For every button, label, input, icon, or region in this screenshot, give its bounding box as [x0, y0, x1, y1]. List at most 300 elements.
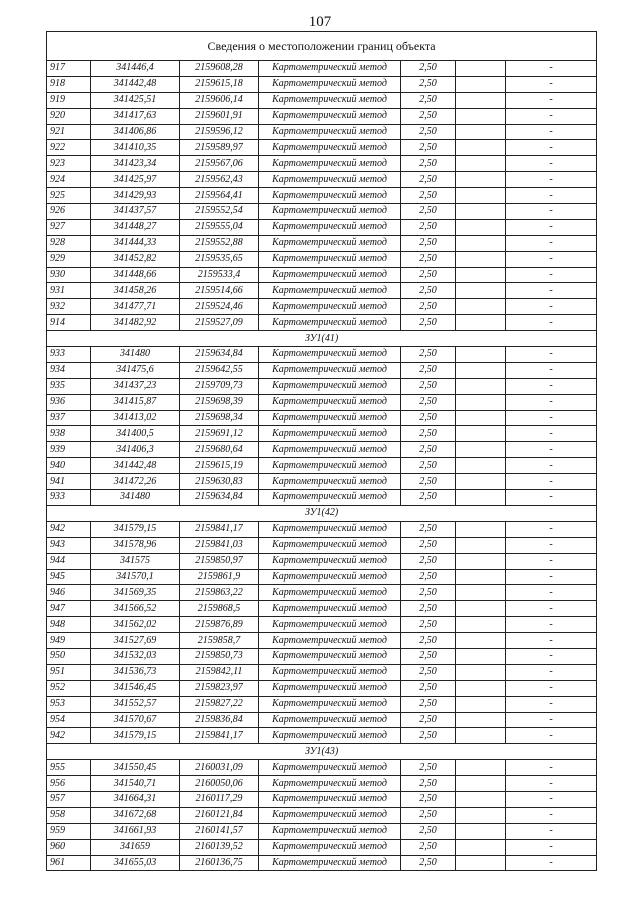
note-cell [456, 839, 506, 855]
x-coordinate-cell: 341661,93 [91, 823, 180, 839]
description-cell: - [506, 283, 597, 299]
table-row [47, 410, 597, 426]
accuracy-cell: 2,50 [401, 807, 456, 823]
x-coordinate-cell: 341442,48 [91, 458, 180, 474]
y-coordinate-cell: 2159841,17 [180, 521, 259, 537]
accuracy-cell: 2,50 [401, 537, 456, 553]
point-number-cell: 929 [47, 251, 91, 267]
accuracy-cell: 2,50 [401, 760, 456, 776]
y-coordinate-cell: 2160141,57 [180, 823, 259, 839]
x-coordinate-cell: 341437,23 [91, 378, 180, 394]
description-cell: - [506, 490, 597, 506]
accuracy-cell: 2,50 [401, 108, 456, 124]
x-coordinate-cell: 341562,02 [91, 617, 180, 633]
section-row [47, 331, 597, 347]
accuracy-cell: 2,50 [401, 680, 456, 696]
table-row [47, 299, 597, 315]
x-coordinate-cell: 341579,15 [91, 728, 180, 744]
method-cell: Картометрический метод [259, 299, 401, 315]
note-cell [456, 537, 506, 553]
point-number-cell: 947 [47, 601, 91, 617]
method-cell: Картометрический метод [259, 474, 401, 490]
y-coordinate-cell: 2159827,22 [180, 696, 259, 712]
y-coordinate-cell: 2159615,19 [180, 458, 259, 474]
note-cell [456, 315, 506, 331]
method-cell: Картометрический метод [259, 712, 401, 728]
y-coordinate-cell: 2159555,04 [180, 219, 259, 235]
point-number-cell: 928 [47, 235, 91, 251]
note-cell [456, 617, 506, 633]
table-row [47, 76, 597, 92]
y-coordinate-cell: 2159596,12 [180, 124, 259, 140]
y-coordinate-cell: 2159533,4 [180, 267, 259, 283]
description-cell: - [506, 617, 597, 633]
description-cell: - [506, 776, 597, 792]
note-cell [456, 140, 506, 156]
method-cell: Картометрический метод [259, 823, 401, 839]
description-cell: - [506, 235, 597, 251]
description-cell: - [506, 92, 597, 108]
x-coordinate-cell: 341482,92 [91, 315, 180, 331]
description-cell: - [506, 807, 597, 823]
method-cell: Картометрический метод [259, 156, 401, 172]
section-label: ЗУ1(43) [47, 744, 597, 760]
point-number-cell: 934 [47, 362, 91, 378]
table-row [47, 664, 597, 680]
table-row [47, 855, 597, 871]
description-cell: - [506, 76, 597, 92]
table-row [47, 394, 597, 410]
accuracy-cell: 2,50 [401, 712, 456, 728]
table-row [47, 251, 597, 267]
accuracy-cell: 2,50 [401, 601, 456, 617]
y-coordinate-cell: 2159709,73 [180, 378, 259, 394]
method-cell: Картометрический метод [259, 283, 401, 299]
method-cell: Картометрический метод [259, 776, 401, 792]
table-row [47, 617, 597, 633]
description-cell: - [506, 124, 597, 140]
accuracy-cell: 2,50 [401, 617, 456, 633]
point-number-cell: 944 [47, 553, 91, 569]
table-row [47, 442, 597, 458]
table-title-row [47, 32, 597, 61]
point-number-cell: 948 [47, 617, 91, 633]
method-cell: Картометрический метод [259, 728, 401, 744]
method-cell: Картометрический метод [259, 124, 401, 140]
table-row [47, 807, 597, 823]
point-number-cell: 937 [47, 410, 91, 426]
note-cell [456, 680, 506, 696]
note-cell [456, 235, 506, 251]
table-row [47, 235, 597, 251]
table-row [47, 521, 597, 537]
table-row [47, 347, 597, 363]
x-coordinate-cell: 341540,71 [91, 776, 180, 792]
point-number-cell: 914 [47, 315, 91, 331]
accuracy-cell: 2,50 [401, 315, 456, 331]
note-cell [456, 219, 506, 235]
point-number-cell: 957 [47, 791, 91, 807]
method-cell: Картометрический метод [259, 347, 401, 363]
accuracy-cell: 2,50 [401, 839, 456, 855]
table-row [47, 204, 597, 220]
description-cell: - [506, 728, 597, 744]
point-number-cell: 920 [47, 108, 91, 124]
description-cell: - [506, 61, 597, 77]
note-cell [456, 474, 506, 490]
note-cell [456, 569, 506, 585]
method-cell: Картометрический метод [259, 855, 401, 871]
table-row [47, 362, 597, 378]
method-cell: Картометрический метод [259, 140, 401, 156]
y-coordinate-cell: 2159567,06 [180, 156, 259, 172]
accuracy-cell: 2,50 [401, 219, 456, 235]
description-cell: - [506, 537, 597, 553]
description-cell: - [506, 823, 597, 839]
accuracy-cell: 2,50 [401, 283, 456, 299]
x-coordinate-cell: 341413,02 [91, 410, 180, 426]
y-coordinate-cell: 2159634,84 [180, 490, 259, 506]
y-coordinate-cell: 2159527,09 [180, 315, 259, 331]
x-coordinate-cell: 341578,96 [91, 537, 180, 553]
method-cell: Картометрический метод [259, 633, 401, 649]
accuracy-cell: 2,50 [401, 251, 456, 267]
table-row [47, 823, 597, 839]
method-cell: Картометрический метод [259, 585, 401, 601]
method-cell: Картометрический метод [259, 537, 401, 553]
note-cell [456, 426, 506, 442]
x-coordinate-cell: 341527,69 [91, 633, 180, 649]
point-number-cell: 923 [47, 156, 91, 172]
point-number-cell: 949 [47, 633, 91, 649]
point-number-cell: 925 [47, 188, 91, 204]
y-coordinate-cell: 2159606,14 [180, 92, 259, 108]
accuracy-cell: 2,50 [401, 362, 456, 378]
method-cell: Картометрический метод [259, 76, 401, 92]
x-coordinate-cell: 341659 [91, 839, 180, 855]
x-coordinate-cell: 341536,73 [91, 664, 180, 680]
method-cell: Картометрический метод [259, 204, 401, 220]
accuracy-cell: 2,50 [401, 823, 456, 839]
y-coordinate-cell: 2159524,46 [180, 299, 259, 315]
x-coordinate-cell: 341410,35 [91, 140, 180, 156]
method-cell: Картометрический метод [259, 458, 401, 474]
y-coordinate-cell: 2159634,84 [180, 347, 259, 363]
x-coordinate-cell: 341472,26 [91, 474, 180, 490]
method-cell: Картометрический метод [259, 521, 401, 537]
description-cell: - [506, 156, 597, 172]
description-cell: - [506, 172, 597, 188]
table-row [47, 537, 597, 553]
section-label: ЗУ1(41) [47, 331, 597, 347]
point-number-cell: 961 [47, 855, 91, 871]
point-number-cell: 924 [47, 172, 91, 188]
note-cell [456, 267, 506, 283]
x-coordinate-cell: 341406,86 [91, 124, 180, 140]
note-cell [456, 394, 506, 410]
note-cell [456, 410, 506, 426]
x-coordinate-cell: 341480 [91, 490, 180, 506]
method-cell: Картометрический метод [259, 172, 401, 188]
table-row [47, 283, 597, 299]
description-cell: - [506, 585, 597, 601]
description-cell: - [506, 251, 597, 267]
table-row [47, 108, 597, 124]
accuracy-cell: 2,50 [401, 188, 456, 204]
table-title: Сведения о местоположении границ объекта [47, 32, 597, 61]
method-cell: Картометрический метод [259, 839, 401, 855]
method-cell: Картометрический метод [259, 807, 401, 823]
table-row [47, 172, 597, 188]
table-row [47, 648, 597, 664]
note-cell [456, 585, 506, 601]
method-cell: Картометрический метод [259, 490, 401, 506]
accuracy-cell: 2,50 [401, 124, 456, 140]
method-cell: Картометрический метод [259, 378, 401, 394]
table-row [47, 156, 597, 172]
y-coordinate-cell: 2159850,97 [180, 553, 259, 569]
point-number-cell: 931 [47, 283, 91, 299]
description-cell: - [506, 553, 597, 569]
table-row [47, 760, 597, 776]
x-coordinate-cell: 341575 [91, 553, 180, 569]
note-cell [456, 172, 506, 188]
accuracy-cell: 2,50 [401, 791, 456, 807]
x-coordinate-cell: 341552,57 [91, 696, 180, 712]
point-number-cell: 953 [47, 696, 91, 712]
point-number-cell: 956 [47, 776, 91, 792]
y-coordinate-cell: 2159680,64 [180, 442, 259, 458]
table-row [47, 601, 597, 617]
accuracy-cell: 2,50 [401, 664, 456, 680]
point-number-cell: 942 [47, 728, 91, 744]
accuracy-cell: 2,50 [401, 442, 456, 458]
note-cell [456, 807, 506, 823]
note-cell [456, 378, 506, 394]
table-row [47, 585, 597, 601]
description-cell: - [506, 442, 597, 458]
y-coordinate-cell: 2159698,39 [180, 394, 259, 410]
table-row [47, 490, 597, 506]
x-coordinate-cell: 341477,71 [91, 299, 180, 315]
point-number-cell: 926 [47, 204, 91, 220]
accuracy-cell: 2,50 [401, 299, 456, 315]
note-cell [456, 76, 506, 92]
description-cell: - [506, 219, 597, 235]
table-row [47, 569, 597, 585]
y-coordinate-cell: 2159841,17 [180, 728, 259, 744]
method-cell: Картометрический метод [259, 61, 401, 77]
description-cell: - [506, 140, 597, 156]
description-cell: - [506, 188, 597, 204]
description-cell: - [506, 680, 597, 696]
table-row [47, 791, 597, 807]
method-cell: Картометрический метод [259, 617, 401, 633]
x-coordinate-cell: 341570,67 [91, 712, 180, 728]
description-cell: - [506, 601, 597, 617]
accuracy-cell: 2,50 [401, 855, 456, 871]
note-cell [456, 458, 506, 474]
table-row [47, 553, 597, 569]
x-coordinate-cell: 341458,26 [91, 283, 180, 299]
y-coordinate-cell: 2159630,83 [180, 474, 259, 490]
x-coordinate-cell: 341579,15 [91, 521, 180, 537]
note-cell [456, 760, 506, 776]
note-cell [456, 204, 506, 220]
description-cell: - [506, 839, 597, 855]
y-coordinate-cell: 2159562,43 [180, 172, 259, 188]
x-coordinate-cell: 341655,03 [91, 855, 180, 871]
boundary-table-body [47, 32, 597, 871]
note-cell [456, 188, 506, 204]
accuracy-cell: 2,50 [401, 521, 456, 537]
point-number-cell: 935 [47, 378, 91, 394]
description-cell: - [506, 267, 597, 283]
method-cell: Картометрический метод [259, 267, 401, 283]
note-cell [456, 633, 506, 649]
y-coordinate-cell: 2159823,97 [180, 680, 259, 696]
page-number: 107 [308, 14, 332, 30]
accuracy-cell: 2,50 [401, 776, 456, 792]
y-coordinate-cell: 2160136,75 [180, 855, 259, 871]
description-cell: - [506, 633, 597, 649]
note-cell [456, 490, 506, 506]
description-cell: - [506, 204, 597, 220]
accuracy-cell: 2,50 [401, 76, 456, 92]
accuracy-cell: 2,50 [401, 235, 456, 251]
x-coordinate-cell: 341448,27 [91, 219, 180, 235]
x-coordinate-cell: 341566,52 [91, 601, 180, 617]
note-cell [456, 124, 506, 140]
y-coordinate-cell: 2159876,89 [180, 617, 259, 633]
point-number-cell: 942 [47, 521, 91, 537]
x-coordinate-cell: 341550,45 [91, 760, 180, 776]
table-row [47, 140, 597, 156]
description-cell: - [506, 648, 597, 664]
y-coordinate-cell: 2159552,54 [180, 204, 259, 220]
point-number-cell: 946 [47, 585, 91, 601]
note-cell [456, 696, 506, 712]
table-row [47, 680, 597, 696]
method-cell: Картометрический метод [259, 188, 401, 204]
x-coordinate-cell: 341475,6 [91, 362, 180, 378]
x-coordinate-cell: 341429,93 [91, 188, 180, 204]
accuracy-cell: 2,50 [401, 648, 456, 664]
description-cell: - [506, 664, 597, 680]
description-cell: - [506, 474, 597, 490]
description-cell: - [506, 410, 597, 426]
point-number-cell: 958 [47, 807, 91, 823]
point-number-cell: 952 [47, 680, 91, 696]
table-row [47, 776, 597, 792]
point-number-cell: 951 [47, 664, 91, 680]
y-coordinate-cell: 2159850,73 [180, 648, 259, 664]
x-coordinate-cell: 341452,82 [91, 251, 180, 267]
y-coordinate-cell: 2159842,11 [180, 664, 259, 680]
note-cell [456, 156, 506, 172]
section-row [47, 505, 597, 521]
point-number-cell: 943 [47, 537, 91, 553]
description-cell: - [506, 791, 597, 807]
description-cell: - [506, 299, 597, 315]
x-coordinate-cell: 341425,51 [91, 92, 180, 108]
table-row [47, 61, 597, 77]
note-cell [456, 648, 506, 664]
description-cell: - [506, 315, 597, 331]
accuracy-cell: 2,50 [401, 490, 456, 506]
method-cell: Картометрический метод [259, 760, 401, 776]
x-coordinate-cell: 341446,4 [91, 61, 180, 77]
x-coordinate-cell: 341406,3 [91, 442, 180, 458]
table-row [47, 124, 597, 140]
point-number-cell: 955 [47, 760, 91, 776]
y-coordinate-cell: 2159698,34 [180, 410, 259, 426]
point-number-cell: 930 [47, 267, 91, 283]
table-row [47, 267, 597, 283]
point-number-cell: 919 [47, 92, 91, 108]
table-row [47, 378, 597, 394]
table-row [47, 728, 597, 744]
description-cell: - [506, 108, 597, 124]
description-cell: - [506, 521, 597, 537]
y-coordinate-cell: 2160050,06 [180, 776, 259, 792]
section-row [47, 744, 597, 760]
y-coordinate-cell: 2159841,03 [180, 537, 259, 553]
y-coordinate-cell: 2159836,84 [180, 712, 259, 728]
note-cell [456, 251, 506, 267]
accuracy-cell: 2,50 [401, 347, 456, 363]
accuracy-cell: 2,50 [401, 410, 456, 426]
method-cell: Картометрический метод [259, 235, 401, 251]
accuracy-cell: 2,50 [401, 585, 456, 601]
y-coordinate-cell: 2159601,91 [180, 108, 259, 124]
point-number-cell: 933 [47, 347, 91, 363]
note-cell [456, 362, 506, 378]
note-cell [456, 823, 506, 839]
accuracy-cell: 2,50 [401, 172, 456, 188]
point-number-cell: 921 [47, 124, 91, 140]
point-number-cell: 932 [47, 299, 91, 315]
table-row [47, 474, 597, 490]
point-number-cell: 922 [47, 140, 91, 156]
description-cell: - [506, 394, 597, 410]
note-cell [456, 283, 506, 299]
accuracy-cell: 2,50 [401, 61, 456, 77]
point-number-cell: 941 [47, 474, 91, 490]
point-number-cell: 938 [47, 426, 91, 442]
x-coordinate-cell: 341570,1 [91, 569, 180, 585]
x-coordinate-cell: 341423,34 [91, 156, 180, 172]
method-cell: Картометрический метод [259, 362, 401, 378]
accuracy-cell: 2,50 [401, 394, 456, 410]
y-coordinate-cell: 2160031,09 [180, 760, 259, 776]
method-cell: Картометрический метод [259, 601, 401, 617]
x-coordinate-cell: 341480 [91, 347, 180, 363]
point-number-cell: 960 [47, 839, 91, 855]
y-coordinate-cell: 2159564,41 [180, 188, 259, 204]
y-coordinate-cell: 2159861,9 [180, 569, 259, 585]
x-coordinate-cell: 341400,5 [91, 426, 180, 442]
table-row [47, 458, 597, 474]
table-row [47, 92, 597, 108]
description-cell: - [506, 712, 597, 728]
accuracy-cell: 2,50 [401, 696, 456, 712]
description-cell: - [506, 855, 597, 871]
description-cell: - [506, 569, 597, 585]
x-coordinate-cell: 341437,57 [91, 204, 180, 220]
table-row [47, 219, 597, 235]
accuracy-cell: 2,50 [401, 474, 456, 490]
